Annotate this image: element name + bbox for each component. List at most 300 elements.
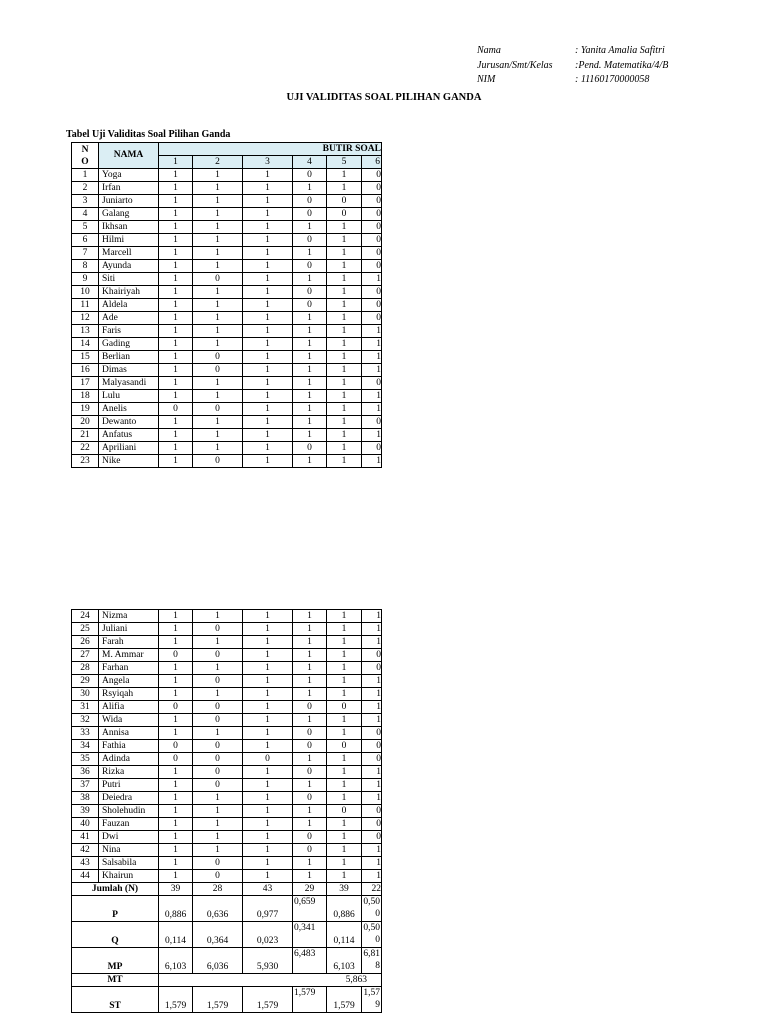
row-number: 2: [72, 182, 99, 195]
student-name: Malyasandi: [99, 377, 159, 390]
table-row: [72, 286, 382, 299]
row-number: 8: [72, 260, 99, 273]
student-name: Fathia: [99, 740, 159, 753]
score-cell: 1: [327, 792, 362, 805]
score-cell: 0: [293, 169, 327, 182]
score-cell: 1: [159, 818, 193, 831]
summary-value: 0,023: [243, 922, 293, 948]
table-row: [72, 338, 382, 351]
score-cell: 1: [293, 182, 327, 195]
student-name: Irfan: [99, 182, 159, 195]
table-row: [72, 390, 382, 403]
student-name: Ade: [99, 312, 159, 325]
score-cell: 1: [293, 688, 327, 701]
student-name: Anelis: [99, 403, 159, 416]
score-cell: 1: [327, 844, 362, 857]
score-cell: 1: [159, 455, 193, 468]
table-row: [72, 740, 382, 753]
score-cell: 1: [293, 221, 327, 234]
score-cell: 1: [293, 779, 327, 792]
score-cell: 1: [243, 403, 293, 416]
info-label: Jurusan/Smt/Kelas: [477, 59, 553, 71]
score-cell: 1: [362, 390, 382, 403]
score-cell: 1: [159, 377, 193, 390]
score-cell: 1: [159, 429, 193, 442]
student-name: Marcell: [99, 247, 159, 260]
score-cell: 0: [327, 740, 362, 753]
score-cell: 1: [243, 247, 293, 260]
summary-value: 0,114: [159, 922, 193, 948]
score-cell: 1: [293, 636, 327, 649]
score-cell: 1: [243, 299, 293, 312]
score-cell: 1: [327, 857, 362, 870]
table-row: [72, 377, 382, 390]
no-header-line2: O: [81, 156, 89, 167]
summary-row-q: [72, 922, 382, 948]
score-cell: 1: [159, 662, 193, 675]
student-name: Nike: [99, 455, 159, 468]
score-cell: 1: [159, 312, 193, 325]
score-cell: 1: [293, 429, 327, 442]
score-cell: 0: [362, 416, 382, 429]
score-cell: 1: [327, 727, 362, 740]
summary-rows: [72, 883, 382, 1013]
student-info: [477, 44, 668, 88]
student-name: Annisa: [99, 727, 159, 740]
summary-value: 6,818: [362, 948, 382, 974]
score-cell: 1: [243, 727, 293, 740]
score-cell: 0: [362, 831, 382, 844]
summary-row-mt: [72, 974, 382, 987]
score-cell: 1: [243, 610, 293, 623]
student-name: Galang: [99, 208, 159, 221]
score-cell: 1: [159, 831, 193, 844]
score-cell: 1: [159, 169, 193, 182]
score-cell: 1: [159, 299, 193, 312]
score-cell: 1: [293, 247, 327, 260]
student-name: Berlian: [99, 351, 159, 364]
score-cell: 1: [293, 610, 327, 623]
summary-value: 1,579: [193, 987, 243, 1013]
summary-value: 0,364: [193, 922, 243, 948]
score-cell: 1: [243, 390, 293, 403]
summary-value: 0,114: [327, 922, 362, 948]
summary-value: 28: [193, 883, 243, 896]
score-cell: 0: [362, 649, 382, 662]
student-name: Gading: [99, 338, 159, 351]
summary-value: 39: [159, 883, 193, 896]
score-cell: 1: [362, 701, 382, 714]
score-cell: 1: [243, 338, 293, 351]
item-number-header: 5: [327, 156, 362, 169]
score-cell: 1: [327, 221, 362, 234]
row-number: 23: [72, 455, 99, 468]
score-cell: 1: [243, 636, 293, 649]
score-cell: 0: [193, 701, 243, 714]
score-cell: 1: [327, 455, 362, 468]
score-cell: 0: [362, 442, 382, 455]
score-cell: 1: [327, 182, 362, 195]
score-cell: 0: [159, 701, 193, 714]
score-cell: 1: [327, 377, 362, 390]
table-row: [72, 429, 382, 442]
row-number: 12: [72, 312, 99, 325]
score-cell: 1: [193, 688, 243, 701]
student-name: Khairun: [99, 870, 159, 883]
score-cell: 1: [243, 688, 293, 701]
score-cell: 1: [243, 364, 293, 377]
score-cell: 1: [243, 429, 293, 442]
score-cell: 1: [193, 792, 243, 805]
score-cell: 0: [293, 727, 327, 740]
row-number: 25: [72, 623, 99, 636]
score-cell: 0: [193, 857, 243, 870]
score-cell: 0: [159, 740, 193, 753]
score-cell: 1: [243, 714, 293, 727]
score-cell: 1: [293, 623, 327, 636]
score-cell: 1: [243, 208, 293, 221]
row-number: 3: [72, 195, 99, 208]
summary-value: 1,579: [293, 987, 327, 1013]
score-cell: 1: [293, 390, 327, 403]
score-cell: 1: [327, 675, 362, 688]
score-cell: 1: [193, 805, 243, 818]
score-cell: 1: [243, 740, 293, 753]
score-cell: 1: [327, 649, 362, 662]
score-cell: 1: [159, 247, 193, 260]
student-name: Rizka: [99, 766, 159, 779]
student-name: Yoga: [99, 169, 159, 182]
score-cell: 1: [327, 688, 362, 701]
student-name: Alifia: [99, 701, 159, 714]
student-name: Rsyiqah: [99, 688, 159, 701]
score-cell: 1: [362, 714, 382, 727]
summary-value: 6,483: [293, 948, 327, 974]
score-cell: 1: [327, 429, 362, 442]
summary-value: 6,103: [327, 948, 362, 974]
score-cell: 0: [327, 208, 362, 221]
score-cell: 1: [159, 610, 193, 623]
score-cell: 1: [293, 377, 327, 390]
summary-value: 0,500: [362, 922, 382, 948]
score-cell: 1: [243, 701, 293, 714]
score-cell: 1: [159, 351, 193, 364]
student-name: Juliani: [99, 623, 159, 636]
score-cell: 1: [293, 312, 327, 325]
item-number-header: 2: [193, 156, 243, 169]
score-cell: 1: [327, 338, 362, 351]
row-number: 13: [72, 325, 99, 338]
info-label: NIM: [477, 74, 496, 85]
summary-row-jumlah: [72, 883, 382, 896]
score-cell: 1: [159, 416, 193, 429]
student-name: Dwi: [99, 831, 159, 844]
row-number: 19: [72, 403, 99, 416]
table-body-page2: [72, 610, 382, 883]
student-name: Ikhsan: [99, 221, 159, 234]
score-cell: 0: [327, 701, 362, 714]
score-cell: 1: [193, 234, 243, 247]
row-number: 33: [72, 727, 99, 740]
summary-row-mp: [72, 948, 382, 974]
score-cell: 1: [243, 455, 293, 468]
score-cell: 1: [327, 636, 362, 649]
score-cell: 1: [243, 416, 293, 429]
score-cell: 1: [243, 221, 293, 234]
items-header: BUTIR SOAL: [159, 143, 382, 156]
student-name: Dimas: [99, 364, 159, 377]
score-cell: 0: [293, 442, 327, 455]
row-number: 44: [72, 870, 99, 883]
score-cell: 0: [293, 260, 327, 273]
score-cell: 1: [293, 818, 327, 831]
student-name: M. Ammar: [99, 649, 159, 662]
row-number: 42: [72, 844, 99, 857]
score-cell: 1: [243, 182, 293, 195]
info-value: :Pend. Matematika/4/B: [575, 59, 669, 71]
score-cell: 1: [159, 195, 193, 208]
table-caption: Tabel Uji Validitas Soal Pilihan Ganda: [66, 129, 231, 140]
score-cell: 1: [327, 714, 362, 727]
summary-value: 29: [293, 883, 327, 896]
summary-label: Q: [72, 922, 159, 948]
score-cell: 1: [327, 312, 362, 325]
table-body-page1: [72, 169, 382, 468]
score-cell: 1: [159, 779, 193, 792]
score-cell: 0: [362, 234, 382, 247]
score-cell: 1: [159, 325, 193, 338]
score-cell: 1: [362, 857, 382, 870]
score-cell: 1: [159, 390, 193, 403]
row-number: 34: [72, 740, 99, 753]
score-cell: 1: [159, 442, 193, 455]
score-cell: 1: [362, 636, 382, 649]
score-cell: 1: [362, 844, 382, 857]
score-cell: 1: [293, 364, 327, 377]
score-cell: 1: [362, 688, 382, 701]
score-cell: 1: [193, 169, 243, 182]
score-cell: 0: [193, 753, 243, 766]
score-cell: 1: [243, 649, 293, 662]
score-cell: 1: [193, 221, 243, 234]
score-cell: 1: [362, 338, 382, 351]
score-cell: 0: [362, 195, 382, 208]
score-cell: 1: [243, 234, 293, 247]
score-cell: 1: [159, 623, 193, 636]
score-cell: 0: [293, 831, 327, 844]
score-cell: 0: [362, 312, 382, 325]
score-cell: 1: [362, 403, 382, 416]
summary-value: 6,036: [193, 948, 243, 974]
score-cell: 1: [193, 390, 243, 403]
info-value: : 11160170000058: [575, 74, 650, 85]
score-cell: 1: [193, 260, 243, 273]
score-cell: 1: [327, 610, 362, 623]
row-number: 27: [72, 649, 99, 662]
score-cell: 1: [362, 273, 382, 286]
score-cell: 1: [362, 610, 382, 623]
score-cell: 1: [159, 766, 193, 779]
row-number: 43: [72, 857, 99, 870]
score-cell: 0: [293, 701, 327, 714]
student-name: Wida: [99, 714, 159, 727]
info-value: : Yanita Amalia Safitri: [575, 45, 665, 56]
score-cell: 1: [243, 260, 293, 273]
score-cell: 1: [159, 805, 193, 818]
score-cell: 0: [362, 662, 382, 675]
score-cell: 1: [193, 442, 243, 455]
score-cell: 1: [293, 675, 327, 688]
score-cell: 1: [327, 169, 362, 182]
table-row: [72, 273, 382, 286]
score-cell: 1: [327, 623, 362, 636]
table-row: [72, 857, 382, 870]
score-cell: 0: [293, 299, 327, 312]
summary-label: MT: [72, 974, 159, 987]
score-cell: 0: [193, 714, 243, 727]
score-cell: 1: [243, 792, 293, 805]
score-cell: 1: [193, 818, 243, 831]
table-row: [72, 753, 382, 766]
score-cell: 1: [327, 753, 362, 766]
table-row: [72, 714, 382, 727]
score-cell: 1: [362, 870, 382, 883]
score-cell: 0: [362, 260, 382, 273]
score-cell: 1: [362, 325, 382, 338]
student-name: Adinda: [99, 753, 159, 766]
validity-table-page2: [71, 609, 382, 1013]
score-cell: 1: [159, 286, 193, 299]
table-row: [72, 260, 382, 273]
summary-value: 5,930: [243, 948, 293, 974]
score-cell: 1: [293, 416, 327, 429]
student-name: Apriliani: [99, 442, 159, 455]
student-name: Angela: [99, 675, 159, 688]
student-name: Faris: [99, 325, 159, 338]
score-cell: 0: [193, 766, 243, 779]
score-cell: 1: [293, 714, 327, 727]
score-cell: 0: [362, 377, 382, 390]
row-number: 6: [72, 234, 99, 247]
score-cell: 1: [243, 675, 293, 688]
table-row: [72, 169, 382, 182]
score-cell: 0: [293, 766, 327, 779]
summary-value: 1,579: [159, 987, 193, 1013]
score-cell: 0: [362, 727, 382, 740]
score-cell: 1: [243, 273, 293, 286]
score-cell: 1: [243, 377, 293, 390]
score-cell: 1: [327, 662, 362, 675]
score-cell: 1: [243, 870, 293, 883]
score-cell: 1: [362, 429, 382, 442]
score-cell: 0: [193, 649, 243, 662]
score-cell: 1: [327, 403, 362, 416]
summary-value: 39: [327, 883, 362, 896]
student-name: Hilmi: [99, 234, 159, 247]
score-cell: 1: [293, 649, 327, 662]
item-number-header: 1: [159, 156, 193, 169]
summary-label: MP: [72, 948, 159, 974]
score-cell: 0: [293, 792, 327, 805]
score-cell: 1: [243, 195, 293, 208]
score-cell: 0: [193, 675, 243, 688]
student-name: Ayunda: [99, 260, 159, 273]
row-number: 4: [72, 208, 99, 221]
score-cell: 1: [362, 623, 382, 636]
score-cell: 0: [243, 753, 293, 766]
info-row-name: [477, 44, 668, 59]
score-cell: 1: [243, 818, 293, 831]
score-cell: 1: [293, 455, 327, 468]
score-cell: 0: [293, 286, 327, 299]
score-cell: 0: [362, 805, 382, 818]
score-cell: 1: [362, 792, 382, 805]
name-header: NAMA: [99, 143, 159, 169]
score-cell: 0: [159, 753, 193, 766]
table-row: [72, 688, 382, 701]
summary-value: 0,659: [293, 896, 327, 922]
score-cell: 1: [159, 870, 193, 883]
score-cell: 1: [243, 805, 293, 818]
score-cell: 0: [193, 364, 243, 377]
row-number: 7: [72, 247, 99, 260]
score-cell: 0: [362, 286, 382, 299]
score-cell: 1: [362, 779, 382, 792]
score-cell: 1: [327, 364, 362, 377]
score-cell: 1: [193, 312, 243, 325]
score-cell: 1: [193, 299, 243, 312]
student-name: Deiedra: [99, 792, 159, 805]
item-number-header: 3: [243, 156, 293, 169]
table-row: [72, 455, 382, 468]
score-cell: 1: [293, 753, 327, 766]
row-number: 40: [72, 818, 99, 831]
table-row: [72, 325, 382, 338]
score-cell: 1: [159, 844, 193, 857]
score-cell: 0: [362, 182, 382, 195]
score-cell: 1: [327, 779, 362, 792]
score-cell: 1: [327, 273, 362, 286]
row-number: 24: [72, 610, 99, 623]
score-cell: 1: [159, 182, 193, 195]
score-cell: 1: [193, 286, 243, 299]
score-cell: 1: [159, 688, 193, 701]
student-name: Fauzan: [99, 818, 159, 831]
student-name: Dewanto: [99, 416, 159, 429]
table-row: [72, 403, 382, 416]
score-cell: 1: [159, 364, 193, 377]
student-name: Khairiyah: [99, 286, 159, 299]
score-cell: 1: [193, 429, 243, 442]
row-number: 16: [72, 364, 99, 377]
validity-table-page1: [71, 142, 382, 468]
score-cell: 1: [159, 234, 193, 247]
row-number: 9: [72, 273, 99, 286]
summary-value: 5,863: [159, 974, 382, 987]
table-row: [72, 195, 382, 208]
score-cell: 1: [327, 870, 362, 883]
summary-value: 0,636: [193, 896, 243, 922]
summary-value: 43: [243, 883, 293, 896]
table-row: [72, 701, 382, 714]
table-row: [72, 675, 382, 688]
score-cell: 0: [193, 623, 243, 636]
info-row-nim: [477, 73, 668, 88]
score-cell: 0: [193, 779, 243, 792]
no-header-line1: N: [81, 144, 89, 155]
score-cell: 1: [193, 195, 243, 208]
summary-label: Jumlah (N): [72, 883, 159, 896]
